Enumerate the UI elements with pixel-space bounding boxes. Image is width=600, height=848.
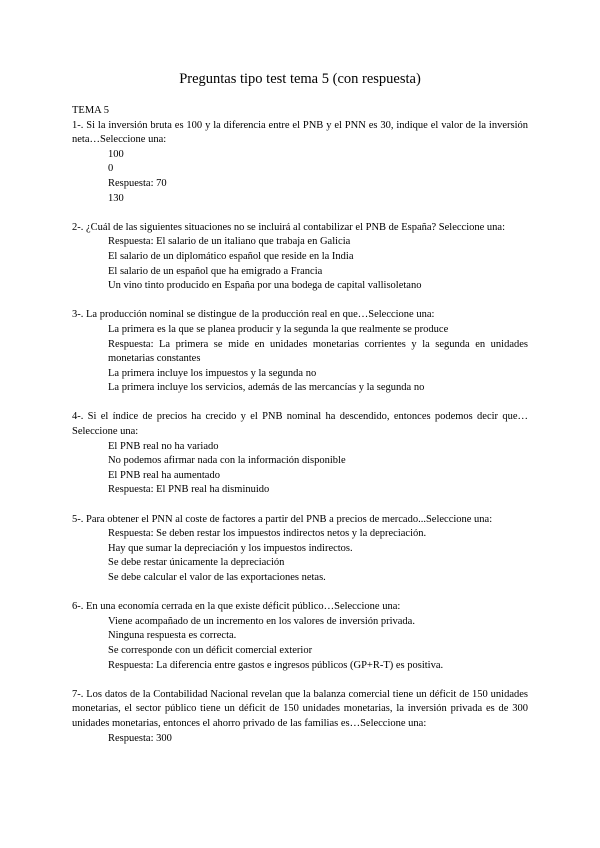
question-4 [72, 410, 528, 498]
answer-option: Se corresponde con un déficit comercial exterior [108, 644, 313, 656]
option-list [72, 148, 528, 206]
answer-option: Se debe restar únicamente la depreciación [108, 557, 285, 569]
answer-option: Respuesta: 70 [108, 177, 167, 189]
answer-option: La primera incluye los impuestos y la segunda no [108, 367, 317, 379]
option-list [72, 440, 528, 498]
question-text: 1-. Si la inversión bruta es 100 y la diferencia entre el PNB y el PNN es 30, indique el valor de la inversión neta…Seleccione una: [72, 119, 528, 146]
question-text: 4-. Si el índice de precios ha crecido y el PNB nominal ha descendido, entonces podemos decir que… Seleccione una: [72, 411, 528, 438]
question-3 [72, 308, 528, 396]
question-2 [72, 221, 528, 294]
option-list [72, 732, 528, 747]
answer-option: 130 [108, 192, 124, 204]
question-1 [72, 119, 528, 207]
document-body [72, 104, 528, 746]
answer-option: 0 [108, 163, 114, 175]
section-label: TEMA 5 [72, 105, 110, 116]
answer-option: Se debe calcular el valor de las exportaciones netas. [108, 572, 326, 583]
question-6 [72, 600, 528, 673]
answer-option: Un vino tinto producido en España por una bodega de capital vallisoletano [108, 280, 422, 292]
answer-option: El salario de un diplomático español que reside en la India [108, 250, 354, 262]
answer-option: Respuesta: La primera se mide en unidades monetarias corrientes y la segunda en unidades monetarias constantes [108, 338, 528, 365]
question-text: 7-. Los datos de la Contabilidad Nacional revelan que la balanza comercial tiene un déficit de 150 unidades monetarias, el sector público tiene un déficit de 150 unidades monetarias, la inversión privada es de 300 unidades monetarias, entonces el ahorro privado de las familias es…Seleccione una: [72, 688, 528, 729]
answer-option: Ninguna respuesta es correcta. [108, 630, 237, 642]
option-list [72, 527, 528, 585]
question-5 [72, 513, 528, 586]
question-list [72, 119, 528, 747]
answer-option: Respuesta: El PNB real ha disminuido [108, 484, 270, 496]
answer-option: El PNB real ha aumentado [108, 469, 220, 481]
option-list [72, 235, 528, 293]
option-list [72, 615, 528, 673]
option-list [72, 323, 528, 396]
answer-option: Viene acompañado de un incremento en los valores de inversión privada. [108, 615, 415, 627]
answer-option: 100 [108, 148, 124, 160]
question-text: 5-. Para obtener el PNN al coste de factores a partir del PNB a precios de mercado...Seleccione una: [72, 513, 493, 525]
answer-option: Respuesta: 300 [108, 732, 172, 744]
answer-option: El PNB real no ha variado [108, 440, 219, 452]
question-text: 3-. La producción nominal se distingue de la producción real en que…Seleccione una: [72, 309, 435, 321]
answer-option: Respuesta: Se deben restar los impuestos indirectos netos y la depreciación. [108, 528, 427, 540]
document-title: Preguntas tipo test tema 5 (con respuesta) [179, 71, 421, 87]
answer-option: La primera incluye los servicios, además de las mercancías y la segunda no [108, 382, 425, 394]
answer-option: Respuesta: La diferencia entre gastos e ingresos públicos (GP+R-T) es positiva. [108, 659, 444, 671]
answer-option: Respuesta: El salario de un italiano que trabaja en Galicia [108, 236, 351, 248]
question-text: 6-. En una economía cerrada en la que existe déficit público…Seleccione una: [72, 601, 401, 613]
question-text: 2-. ¿Cuál de las siguientes situaciones no se incluirá al contabilizar el PNB de España? Seleccione una: [72, 221, 505, 233]
answer-option: Hay que sumar la depreciación y los impuestos indirectos. [108, 542, 353, 554]
answer-option: La primera es la que se planea producir y la segunda la que realmente se produce [108, 323, 449, 335]
question-7 [72, 688, 528, 746]
answer-option: No podemos afirmar nada con la información disponible [108, 455, 346, 467]
answer-option: El salario de un español que ha emigrado a Francia [108, 265, 323, 277]
